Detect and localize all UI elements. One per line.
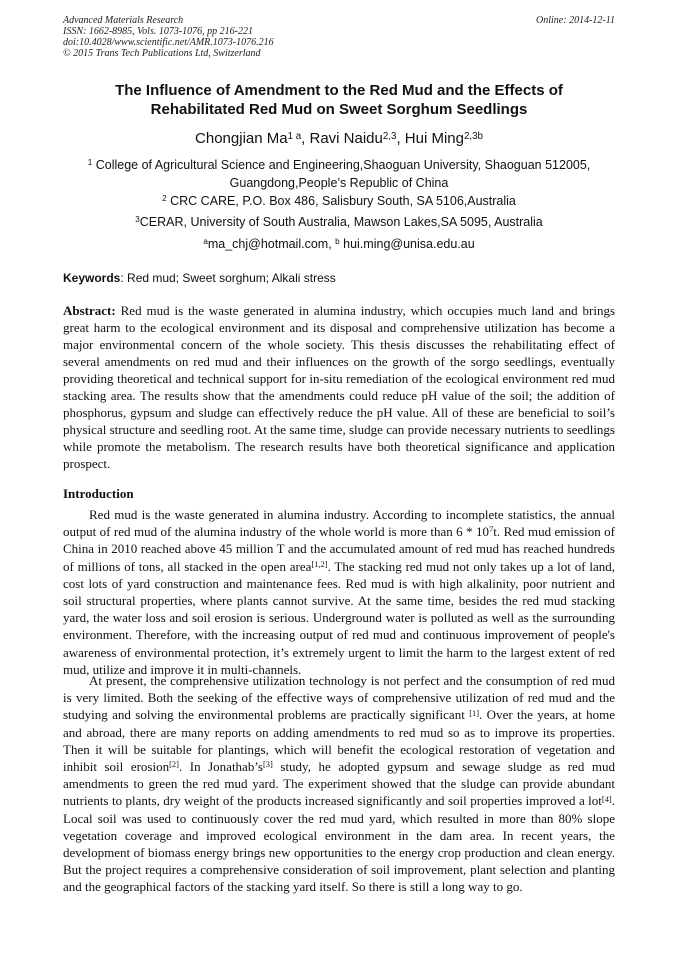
affiliation-line: CERAR, University of South Australia, Mawson Lakes,SA 5095, Australia [139,215,543,229]
text-run: At present, the comprehensive utilization technology is not perfect and the consumption of red mud is very limited. Both the seeking of the effective ways of comprehensive utilization of red mud and the studying and solving the environmental problems are practically significant [63,673,615,723]
affiliation-mark: 3 [135,215,140,225]
email-a: ma_chj@hotmail.com, [207,237,336,251]
superscript: 7 [489,524,494,535]
email-mark: a [203,237,208,247]
affiliation-mark: 2 [162,194,167,204]
introduction-paragraph-2 [63,672,615,896]
author-emails [63,235,615,253]
keywords [63,270,615,286]
paper-title [63,81,615,119]
text-run: Red mud is the waste generated in alumina industry. According to incomplete statistics, the annual output of red mud of the alumina industry of the whole world is more than 6 * 10 [63,507,615,540]
author-affiliation-mark: 1 a [287,130,302,142]
author-affiliation-mark: 2,3 [382,130,397,142]
title-line-1: The Influence of Amendment to the Red Mud and the Effects of [115,82,563,99]
online-date: Online: 2014-12-11 [536,15,615,26]
email-b: hui.ming@unisa.edu.au [343,237,475,251]
text-run: . Local soil was used to continuously cover the red mud yard, which resulted in more than 80% slope vegetation coverage and improved ecological environment in the dam area. In recent years, the development of biomass energy brings new opportunities to the energy crop production and clean energy. But the project requires a comprehensive consideration of soil improvement, plant selection and planting and the geographical factors of the stacking yard itself. So there is still a long way to go. [63,793,615,895]
section-heading-introduction: Introduction [63,486,134,501]
journal-header [63,15,615,59]
citation: [4] [601,793,612,804]
introduction-paragraph-1 [63,506,615,678]
author-name: Ravi Naidu [309,130,383,147]
text-run: . The stacking red mud not only takes up a lot of land, cost lots of yard construction and maintenance fees. Red mud is with high alkalinity, poor nutrient and soil structural properties, where plants cannot survive. At the same time, besides the red mud stacking yard, the water loss and soil erosion is serious. Underground water is polluted as well as the surrounding environment. Therefore, with the increasing output of red mud and continuous improvement of people's awareness of environmental protection, it’s extremely urgent to limit the harm to the largest extent of red mud, utilize and improve it in multi-channels. [63,558,615,677]
citation: [1,2] [311,558,328,569]
copyright-line: © 2015 Trans Tech Publications Ltd, Switzerland [63,48,261,59]
affiliation-mark: 1 [87,158,93,168]
citation: [2] [169,759,179,770]
keywords-label: Keywords [63,271,121,285]
text-run: . Over the years, at home and abroad, there are many reports on adding amendments to red mud so as to improve its properties. Then it will be suitable for plantings, which will benefit the ecological restoration of vegetation and inhibit soil erosion [63,707,615,775]
author-affiliation-mark: 2,3b [463,130,483,142]
text-run: t. Red mud emission of China in 2010 reached above 45 million T and the accumulated amount of red mud has reached hundreds of millions of tons, all stacked in the open area [63,524,615,574]
abstract-label: Abstract: [63,303,116,318]
affiliation-3 [63,213,615,231]
affiliation-line: College of Agricultural Science and Engineering,Shaoguan University, Shaoguan 512005, [95,158,591,172]
doi-line: doi:10.4028/www.scientific.net/AMR.1073-1076.216 [63,37,274,48]
affiliation-2 [63,192,615,210]
citation: [3] [263,759,273,770]
journal-name: Advanced Materials Research [63,15,184,26]
text-run: study, he adopted gypsum and sewage sludge as red mud amendments to green the red mud yard. The experiment showed that the sludge can provide abundant nutrients to plants, dry weight of the products increased significantly and soil properties improved a lot [63,759,615,809]
abstract-text: Red mud is the waste generated in alumina industry, which occupies much land and brings great harm to the ecological environment and its disposal and comprehensive utilization has become a major environmental concern of the whole society. This thesis discusses the rehabilitating effect of several amendments on red mud and their influences on the growth of the sorgo seedlings, eventually providing theoretical and technical support for in-situ remediation of the ecological environment red mud stacking area. The results show that the amendments could reduce pH value of the soil; the addition of phosphorus, gypsum and sludge can effectively reduce the pH value. All of these are beneficial to soil’s physical structure and seedling root. At the same time, sludge can provide necessary nutrients to seedlings while promote the metabolism. The research results have both theoretical significance and application prospect. [63,303,616,471]
abstract [63,302,615,472]
keywords-text: : Red mud; Sweet sorghum; Alkali stress [120,271,336,285]
affiliation-line: Guangdong,People’s Republic of China [229,176,449,190]
issn-line: ISSN: 1662-8985, Vols. 1073-1076, pp 216-221 [63,26,253,37]
affiliation-1 [63,156,615,192]
citation: [1] [469,707,480,718]
text-run: . In Jonathab’s [178,759,263,775]
author-name: Chongjian Ma [195,130,288,147]
author-list: Chongjian $Ma^{1 a}$, Ravi Naidu$^{2,3}$, Hui Ming$^{2,3b}$ [195,130,483,147]
email-mark: b [335,237,340,247]
title-line-2: Rehabilitated Red Mud on Sweet Sorghum Seedlings [150,101,528,118]
affiliation-line: CRC CARE, P.O. Box 486, Salisbury South, SA 5106,Australia [170,194,516,208]
author-name: Hui Ming [404,130,464,147]
